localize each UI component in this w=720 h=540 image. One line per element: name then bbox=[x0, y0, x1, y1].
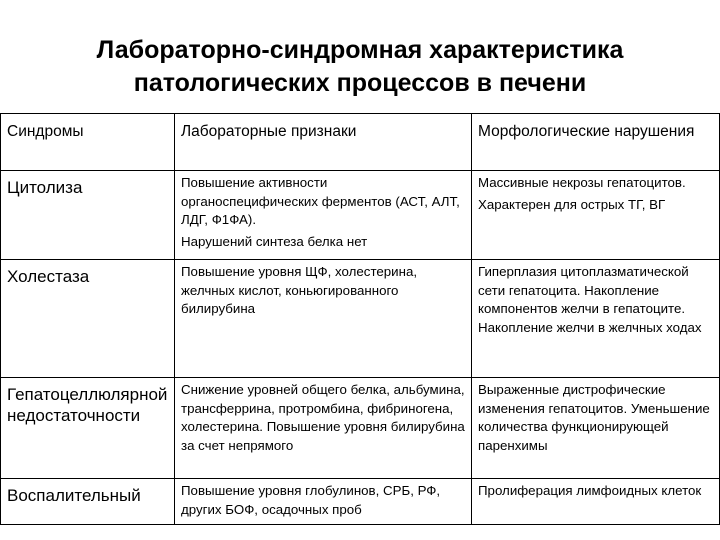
lab-text: Повышение активности органоспецифических ферментов (АСТ, АЛТ, ЛДГ, Ф1ФА). bbox=[181, 175, 460, 227]
syndrome-cell: Цитолиза bbox=[1, 171, 175, 260]
header-cell-lab-signs: Лабораторные признаки bbox=[175, 114, 472, 171]
lab-cell bbox=[175, 171, 472, 260]
syndrome-table bbox=[0, 113, 720, 525]
morph-text: Гиперплазия цитоплазматической сети гепатоцита. Накопление компонентов желчи в гепатоците. Накопление желчи в желчных ходах bbox=[478, 264, 702, 335]
morph-cell bbox=[472, 171, 720, 260]
slide-title bbox=[0, 34, 720, 100]
syndrome-cell: Гепатоцеллюлярной недостаточности bbox=[1, 378, 175, 479]
lab-cell bbox=[175, 479, 472, 525]
morph-text: Характерен для острых ТГ, ВГ bbox=[478, 196, 666, 212]
morph-cell bbox=[472, 479, 720, 525]
lab-cell bbox=[175, 378, 472, 479]
morph-text: Пролиферация лимфоидных клеток bbox=[478, 483, 702, 498]
header-cell-morphology: Морфологические нарушения bbox=[472, 114, 720, 171]
morph-text: Выраженные дистрофические изменения гепатоцитов. Уменьшение количества функционирующей паренхимы bbox=[478, 382, 710, 453]
lab-cell bbox=[175, 260, 472, 378]
title-line-2: патологических процессов в печени bbox=[133, 69, 587, 97]
morph-cell bbox=[472, 260, 720, 378]
syndrome-cell: Холестаза bbox=[1, 260, 175, 378]
lab-text: Повышение уровня глобулинов, СРБ, РФ, других БОФ, осадочных проб bbox=[181, 483, 441, 517]
table-row bbox=[1, 378, 720, 479]
morph-cell bbox=[472, 378, 720, 479]
lab-text: Повышение уровня ЩФ, холестерина, желчных кислот, коньюгированного билирубина bbox=[181, 264, 418, 316]
morph-text: Массивные некрозы гепатоцитов. bbox=[478, 175, 686, 190]
syndrome-cell: Воспалительный bbox=[1, 479, 175, 525]
title-line-1: Лабораторно-синдромная характеристика bbox=[96, 36, 624, 64]
table-header-row bbox=[1, 114, 720, 171]
table-row bbox=[1, 479, 720, 525]
table-row bbox=[1, 171, 720, 260]
lab-text: Снижение уровней общего белка, альбумина, трансферрина, протромбина, фибриногена, холестерина. Повышение уровня билирубина за счет непрямого bbox=[181, 382, 465, 453]
header-cell-syndromes: Синдромы bbox=[1, 114, 175, 171]
lab-text: Нарушений синтеза белка нет bbox=[181, 233, 368, 249]
table-row bbox=[1, 260, 720, 378]
